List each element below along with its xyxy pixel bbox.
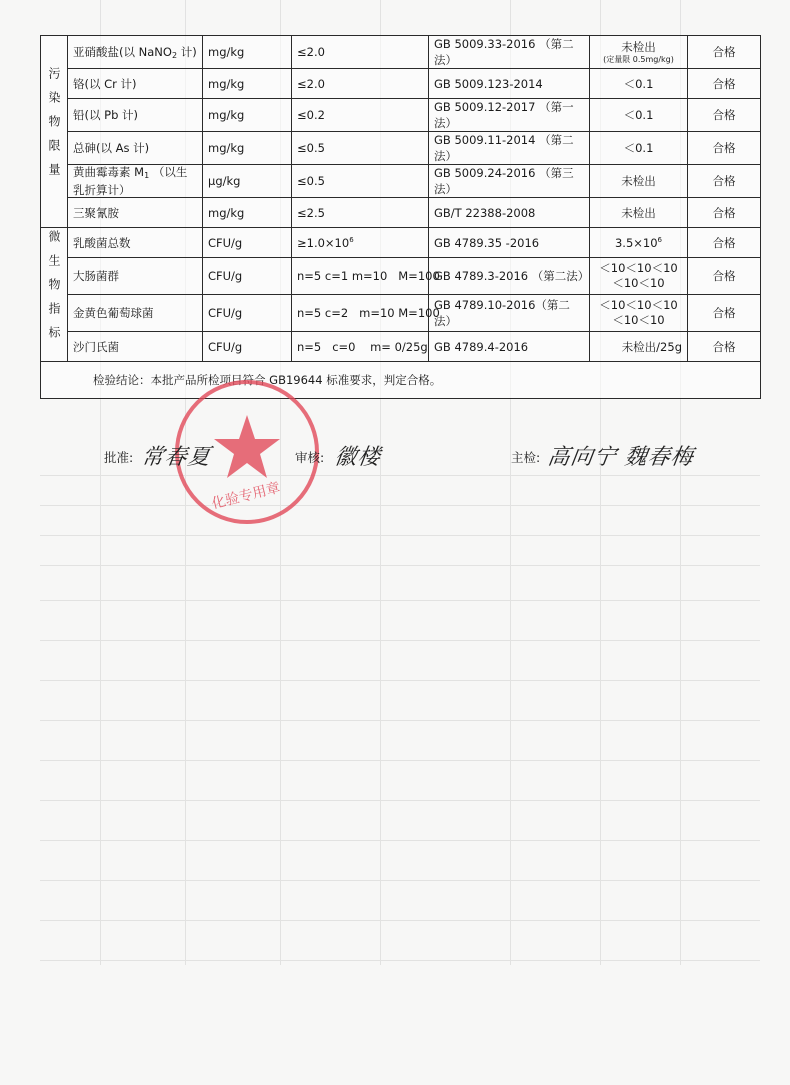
- limit-cell: ≤0.5: [292, 132, 429, 165]
- result-cell: 未检出/25g: [590, 332, 688, 362]
- method-cell: GB 4789.35 -2016: [429, 228, 590, 258]
- unit-cell: CFU/g: [203, 228, 292, 258]
- method-cell: GB/T 22388-2008: [429, 198, 590, 228]
- item-cell: 总砷(以 As 计): [68, 132, 203, 165]
- verdict-cell: 合格: [688, 198, 761, 228]
- item-cell: 铬(以 Cr 计): [68, 69, 203, 99]
- method-cell: GB 5009.123-2014: [429, 69, 590, 99]
- unit-cell: CFU/g: [203, 258, 292, 295]
- verdict-cell: 合格: [688, 69, 761, 99]
- verdict-cell: 合格: [688, 99, 761, 132]
- limit-cell: ≤2.5: [292, 198, 429, 228]
- limit-cell: $\ge 1.0\times 10^6$: [292, 228, 429, 258]
- signature-row: [0, 442, 790, 482]
- table-row: [41, 99, 761, 132]
- unit-cell: mg/kg: [203, 99, 292, 132]
- method-cell: GB 4789.4-2016: [429, 332, 590, 362]
- result-cell: 未检出: [590, 165, 688, 198]
- verdict-cell: 合格: [688, 332, 761, 362]
- item-cell: 铅(以 Pb 计): [68, 99, 203, 132]
- inspector-signature: 高向宁 魏春梅: [545, 445, 696, 470]
- verdict-cell: 合格: [688, 295, 761, 332]
- table-row: [41, 165, 761, 198]
- table-row: [41, 69, 761, 99]
- limit-cell: n=5 c=2 m=10 M=100: [292, 295, 429, 332]
- unit-cell: mg/kg: [203, 198, 292, 228]
- category-label: 微生物指标: [47, 230, 61, 350]
- item-cell: 金黄色葡萄球菌: [68, 295, 203, 332]
- seal-text: 化验专用章: [210, 479, 282, 513]
- item-cell: 乳酸菌总数: [68, 228, 203, 258]
- conclusion-text: 检验结论：本批产品所检项目符合 GB19644 标准要求，判定合格。: [41, 362, 761, 399]
- review-label: 审核:: [295, 450, 325, 465]
- category-label: 污染物限量: [47, 67, 61, 187]
- result-cell: ＜0.1: [590, 69, 688, 99]
- table-row: [41, 36, 761, 69]
- table-row: [41, 198, 761, 228]
- review-signature: 徽楼: [332, 445, 383, 470]
- limit-cell: n=5 c=1 m=10 M=100: [292, 258, 429, 295]
- unit-cell: mg/kg: [203, 36, 292, 69]
- table-row: [41, 332, 761, 362]
- table-row: [41, 132, 761, 165]
- test-results-table: [40, 35, 761, 399]
- table-row: [41, 258, 761, 295]
- category-contaminant: [41, 36, 68, 228]
- category-micro: [41, 228, 68, 362]
- item-cell: 亚硝酸盐(以 NaNO$_2$ 计): [68, 36, 203, 69]
- method-cell: GB 5009.33-2016 （第二法）: [429, 36, 590, 69]
- result-cell: ＜10＜10＜10 ＜10＜10: [590, 258, 688, 295]
- item-cell: 三聚氰胺: [68, 198, 203, 228]
- unit-cell: CFU/g: [203, 332, 292, 362]
- method-cell: GB 5009.24-2016 （第三法）: [429, 165, 590, 198]
- item-cell: 大肠菌群: [68, 258, 203, 295]
- verdict-cell: 合格: [688, 258, 761, 295]
- verdict-cell: 合格: [688, 132, 761, 165]
- unit-cell: mg/kg: [203, 69, 292, 99]
- table-row: [41, 295, 761, 332]
- item-cell: 沙门氏菌: [68, 332, 203, 362]
- limit-cell: ≤0.5: [292, 165, 429, 198]
- verdict-cell: 合格: [688, 228, 761, 258]
- method-cell: GB 5009.12-2017 （第一法）: [429, 99, 590, 132]
- limit-cell: ≤2.0: [292, 36, 429, 69]
- unit-cell: μg/kg: [203, 165, 292, 198]
- table-row: [41, 228, 761, 258]
- limit-cell: ≤2.0: [292, 69, 429, 99]
- method-cell: GB 5009.11-2014 （第二法）: [429, 132, 590, 165]
- result-cell: 未检出: [590, 198, 688, 228]
- limit-cell: ≤0.2: [292, 99, 429, 132]
- method-cell: GB 4789.3-2016 （第二法）: [429, 258, 590, 295]
- conclusion-row: [41, 362, 761, 399]
- approve-label: 批准:: [104, 450, 134, 465]
- limit-cell: n=5 c=0 m= 0/25g: [292, 332, 429, 362]
- unit-cell: CFU/g: [203, 295, 292, 332]
- result-cell: ＜0.1: [590, 132, 688, 165]
- inspector-label: 主检:: [511, 450, 541, 465]
- result-cell: 未检出 (定量限 0.5mg/kg): [590, 36, 688, 69]
- result-cell: $3.5\times 10^6$: [590, 228, 688, 258]
- verdict-cell: 合格: [688, 165, 761, 198]
- result-cell: ＜10＜10＜10 ＜10＜10: [590, 295, 688, 332]
- unit-cell: mg/kg: [203, 132, 292, 165]
- result-cell: ＜0.1: [590, 99, 688, 132]
- method-cell: GB 4789.10-2016（第二法）: [429, 295, 590, 332]
- approve-signature: 常春夏: [139, 445, 213, 470]
- item-cell: 黄曲霉毒素 $M_1$ （以生乳折算计）: [68, 165, 203, 198]
- verdict-cell: 合格: [688, 36, 761, 69]
